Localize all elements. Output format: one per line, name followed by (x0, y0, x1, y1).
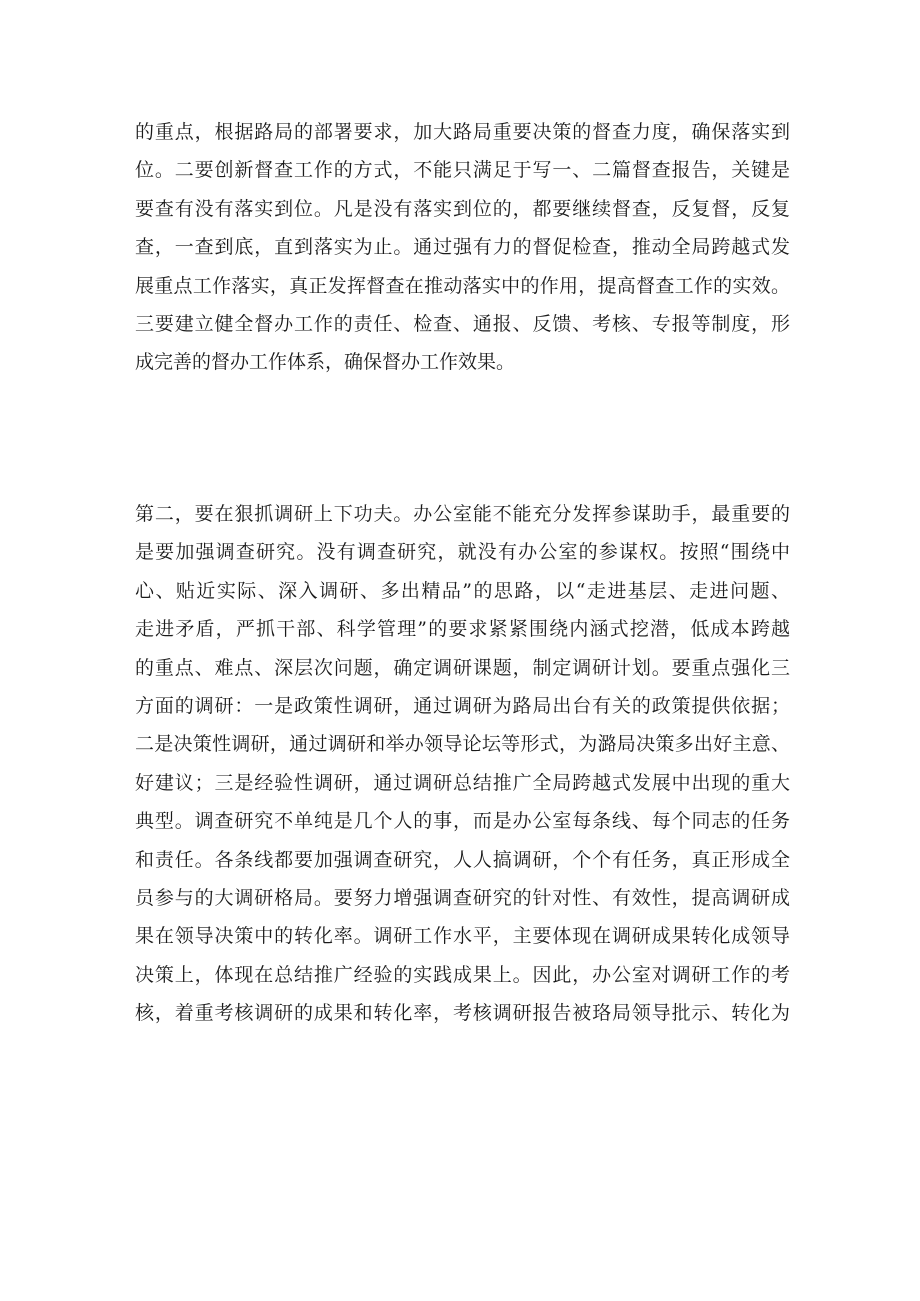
text-line: 果在领导决策中的转化率。调研工作水平，主要体现在调研成果转化成领导 (135, 925, 790, 948)
text-line: 二是决策性调研，通过调研和举办领导论坛等形式，为潞局决策多出好主意、 (135, 733, 790, 756)
text-line: 典型。调查研究不单纯是几个人的事，而是办公室每条线、每个同志的任务 (135, 810, 790, 833)
text-line: 是要加强调查研究。没有调查研究，就没有办公室的参谋权。按照“围绕中 (135, 541, 790, 564)
text-line: 的重点，根据路局的部署要求，加大路局重要决策的督查力度，确保落实到 (135, 121, 790, 143)
text-line: 第二，要在狠抓调研上下功夫。办公室能不能充分发挥参谋助手，最重要的 (135, 503, 790, 525)
text-line: 的重点、难点、深层次问题，确定调研课题，制定调研计划。要重点强化三 (135, 656, 790, 679)
text-line: 成完善的督办工作体系，确保督办工作效果。 (135, 351, 516, 374)
text-line: 展重点工作落实，真正发挥督查在推动落实中的作用，提高督查工作的实效。 (135, 274, 790, 297)
text-line: 方面的调研：一是政策性调研，通过调研为路局出台有关的政策提供依据； (135, 694, 790, 717)
text-line: 员参与的大调研格局。要努力增强调查研究的针对性、有效性，提高调研成 (135, 886, 790, 909)
text-line: 心、贴近实际、深入调研、多出精品”的思路，以“走进基层、走进问题、 (135, 579, 790, 602)
text-line: 查，一查到底，直到落实为止。通过强有力的督促检查，推动全局跨越式发 (135, 236, 790, 259)
text-line: 三要建立健全督办工作的责任、检查、通报、反馈、考核、专报等制度，形 (135, 312, 790, 335)
text-line: 好建议；三是经验性调研，通过调研总结推广全局跨越式发展中出现的重大 (135, 771, 790, 794)
paragraph-supervision (135, 113, 790, 382)
text-line: 要查有没有落实到位。凡是没有落实到位的，都要继续督查，反复督，反复 (135, 197, 790, 220)
text-line: 位。二要创新督查工作的方式，不能只满足于写一、二篇督查报告，关键是 (135, 159, 790, 182)
text-line: 和责任。各条线都要加强调查研究，人人搞调研，个个有任务，真正形成全 (135, 848, 790, 871)
paragraph-research (135, 495, 790, 1032)
text-line: 走进矛盾，严抓干部、科学管理”的要求紧紧围绕内涵式挖潜，低成本跨越 (135, 618, 790, 641)
text-line: 决策上，体现在总结推广经验的实践成果上。因此，办公室对调研工作的考 (135, 963, 790, 986)
text-line: 核，着重考核调研的成果和转化率，考核调研报告被珞局领导批示、转化为 (135, 1002, 790, 1025)
